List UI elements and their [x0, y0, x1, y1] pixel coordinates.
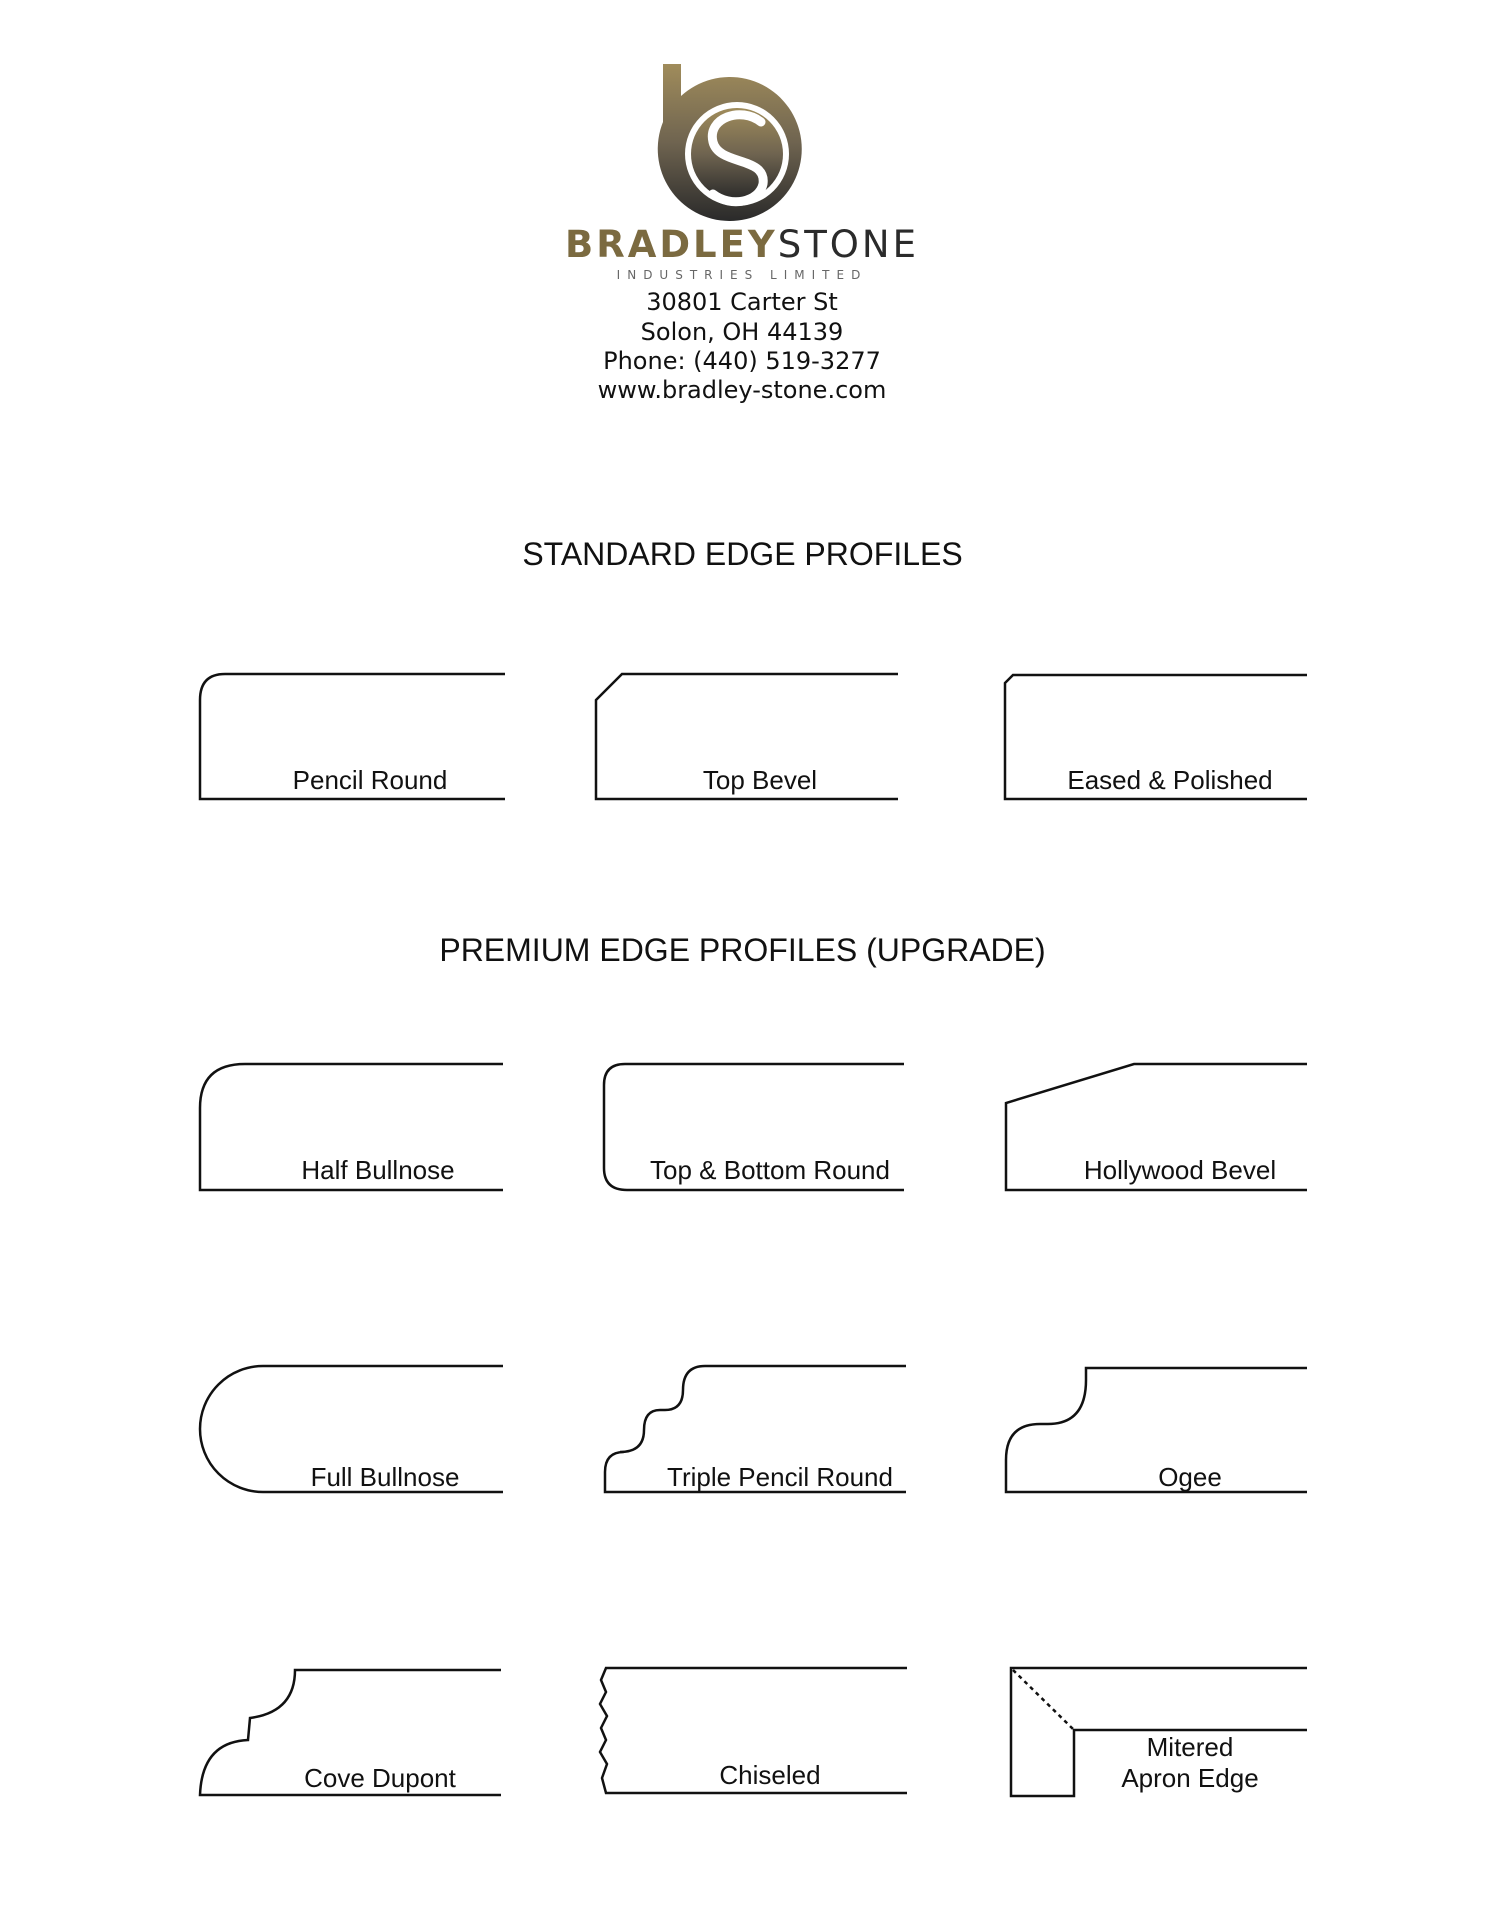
- profile-label-mitered-apron: [1080, 1732, 1300, 1794]
- profile-label-hollywood-bevel: Hollywood Bevel: [1083, 1155, 1277, 1185]
- address-line-1: 30801 Carter St: [646, 288, 838, 316]
- premium-profiles-heading: PREMIUM EDGE PROFILES (UPGRADE): [439, 932, 1046, 968]
- profile-label-full-bullnose: Full Bullnose: [310, 1462, 460, 1492]
- brand-name-part2: STONE: [777, 223, 919, 266]
- profile-label-cove-dupont: Cove Dupont: [304, 1763, 456, 1793]
- brand-tagline: INDUSTRIES LIMITED: [616, 268, 868, 282]
- phone-number: Phone: (440) 519-3277: [603, 347, 881, 375]
- website-link[interactable]: www.bradley-stone.com: [597, 376, 887, 404]
- profile-label-eased-polished: Eased & Polished: [1067, 765, 1273, 795]
- brand-name-part1: BRADLEY: [565, 223, 778, 266]
- profile-label-top-bevel: Top Bevel: [702, 765, 818, 795]
- profile-label-apron-edge: Apron Edge: [1121, 1763, 1259, 1794]
- profile-label-triple-pencil-round: Triple Pencil Round: [667, 1462, 893, 1492]
- profile-label-ogee: Ogee: [1158, 1462, 1222, 1492]
- address-line-2: Solon, OH 44139: [640, 318, 844, 346]
- profile-label-mitered: Mitered: [1146, 1732, 1234, 1762]
- profile-label-top-bottom-round: Top & Bottom Round: [650, 1155, 890, 1185]
- profile-label-half-bullnose: Half Bullnose: [301, 1155, 455, 1185]
- bradley-stone-logo: [651, 62, 813, 224]
- miter-dotted-line: [1013, 1670, 1074, 1730]
- profile-label-chiseled: Chiseled: [719, 1760, 821, 1790]
- brand-name: [442, 223, 1042, 266]
- standard-profiles-heading: STANDARD EDGE PROFILES: [522, 536, 963, 572]
- profile-label-pencil-round: Pencil Round: [292, 765, 448, 795]
